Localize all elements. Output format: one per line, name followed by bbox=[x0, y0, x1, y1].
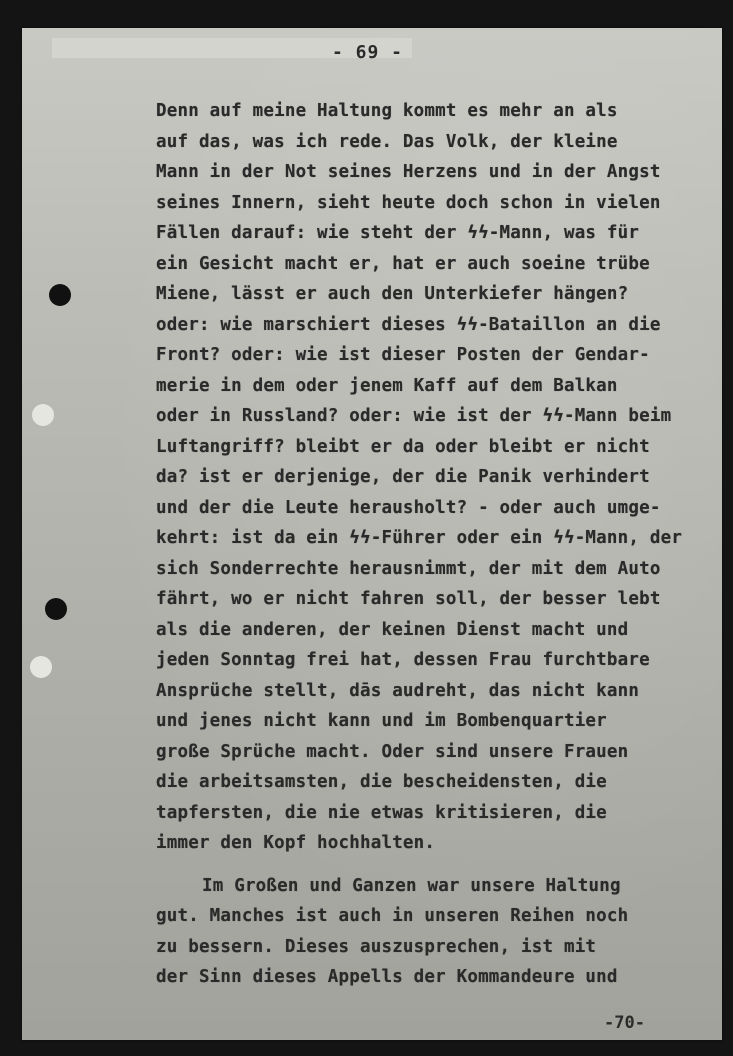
page-number-bottom: -70- bbox=[604, 1013, 645, 1033]
punch-hole bbox=[45, 598, 67, 620]
text-line: gut. Manches ist auch in unseren Reihen noch bbox=[156, 906, 629, 926]
paragraph-gap bbox=[156, 859, 716, 871]
text-line: Im Großen und Ganzen war unsere Haltung bbox=[202, 875, 621, 896]
text-line: die arbeitsamsten, die bescheidensten, die bbox=[156, 772, 607, 792]
text-line: große Sprüche macht. Oder sind unsere Frauen bbox=[156, 741, 629, 762]
text-line: fährt, wo er nicht fahren soll, der besser lebt bbox=[156, 589, 661, 609]
text-line: als die anderen, der keinen Dienst macht und bbox=[156, 619, 629, 640]
text-line: da? ist er derjenige, der die Panik verhindert bbox=[156, 467, 650, 487]
text-line: Fällen darauf: wie steht der ϟϟ-Mann, was für bbox=[156, 223, 640, 243]
text-line: zu bessern. Dieses auszusprechen, ist mit bbox=[156, 936, 597, 957]
punch-hole bbox=[32, 404, 54, 426]
text-line: Front? oder: wie ist dieser Posten der Gendar- bbox=[156, 345, 650, 365]
text-line: immer den Kopf hochhalten. bbox=[156, 833, 436, 853]
text-line: Denn auf meine Haltung kommt es mehr an als bbox=[156, 101, 618, 121]
punch-hole bbox=[30, 656, 52, 678]
text-line: der Sinn dieses Appells der Kommandeure und bbox=[156, 967, 618, 987]
text-line: jeden Sonntag frei hat, dessen Frau furchtbare bbox=[156, 650, 650, 670]
text-line: kehrt: ist da ein ϟϟ-Führer oder ein ϟϟ-Mann, der bbox=[156, 528, 683, 548]
text-line: Ansprüche stellt, dās audreht, das nicht kann bbox=[156, 680, 640, 701]
text-line: auf das, was ich rede. Das Volk, der kleine bbox=[156, 131, 618, 152]
text-line: tapfersten, die nie etwas kritisieren, die bbox=[156, 802, 607, 823]
text-line: sich Sonderrechte herausnimmt, der mit dem Auto bbox=[156, 558, 661, 579]
text-line: Luftangriff? bleibt er da oder bleibt er nicht bbox=[156, 436, 650, 457]
text-line: oder: wie marschiert dieses ϟϟ-Bataillon an die bbox=[156, 314, 661, 335]
text-line: seines Innern, sieht heute doch schon in vielen bbox=[156, 192, 661, 213]
page-number-top: - 69 - bbox=[332, 42, 404, 63]
text-line: oder in Russland? oder: wie ist der ϟϟ-Mann beim bbox=[156, 406, 672, 426]
text-line: Mann in der Not seines Herzens und in der Angst bbox=[156, 162, 661, 182]
text-line: und der die Leute herausholt? - oder auch umge- bbox=[156, 497, 661, 518]
document-page bbox=[22, 28, 722, 1040]
text-line: ein Gesicht macht er, hat er auch soeine trübe bbox=[156, 253, 650, 274]
typed-text-body bbox=[156, 96, 716, 993]
text-line: Miene, lässt er auch den Unterkiefer hängen? bbox=[156, 284, 629, 304]
punch-hole bbox=[49, 284, 71, 306]
text-line: und jenes nicht kann und im Bombenquartier bbox=[156, 711, 607, 731]
text-line: merie in dem oder jenem Kaff auf dem Balkan bbox=[156, 375, 618, 396]
